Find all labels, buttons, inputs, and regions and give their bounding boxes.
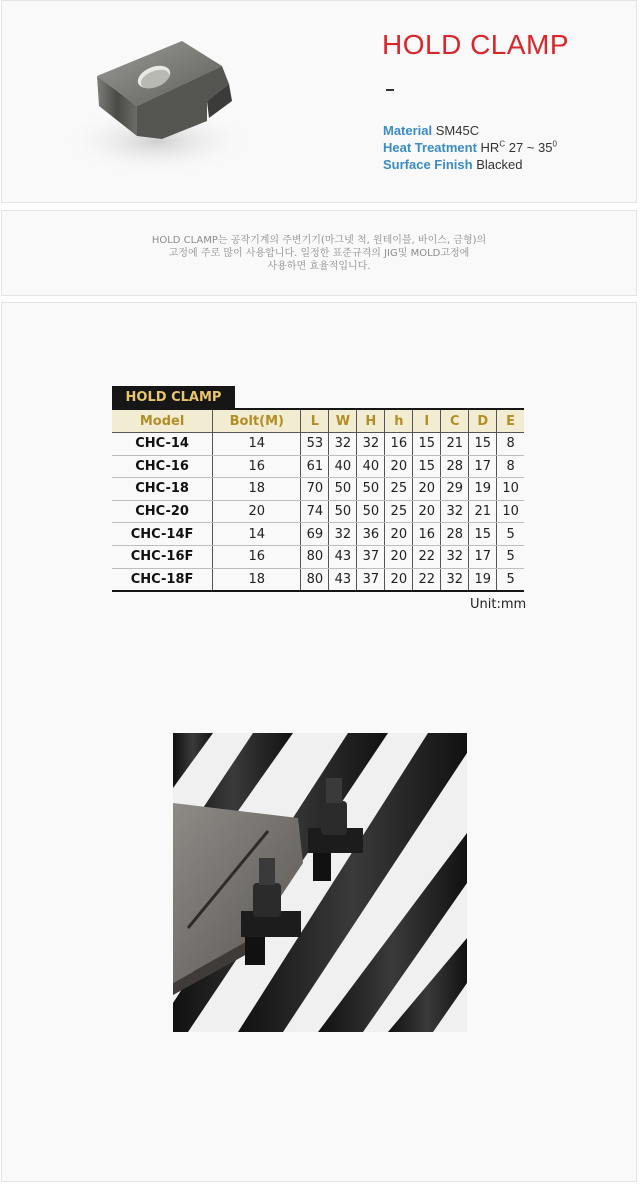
table-cell: 74 <box>301 500 329 523</box>
spec-heat-treatment-label: Heat Treatment <box>383 140 477 155</box>
table-cell: 22 <box>413 545 441 568</box>
table-cell: 37 <box>357 545 385 568</box>
clamp-usage-image <box>173 733 467 1032</box>
unit-label: Unit:mm <box>470 597 527 612</box>
spec-heat-treatment <box>383 140 557 155</box>
table-header-model: Model <box>112 409 213 433</box>
table-row <box>112 455 524 478</box>
table-cell: 5 <box>497 545 524 568</box>
table-cell: 15 <box>413 433 441 456</box>
table-cell: 16 <box>385 433 413 456</box>
table-cell: 15 <box>469 523 497 546</box>
spec-heat-treatment-value: $HR^C$ 27 ~ $35^0$ <box>480 139 557 155</box>
table-row <box>112 523 524 546</box>
table-cell: 17 <box>469 455 497 478</box>
table-cell: 16 <box>213 455 301 478</box>
table-cell: 16 <box>413 523 441 546</box>
table-cell: 18 <box>213 568 301 591</box>
table-cell: 10 <box>497 500 524 523</box>
table-cell: 19 <box>469 478 497 501</box>
table-cell: 50 <box>329 500 357 523</box>
model-cell: CHC-18 <box>112 478 213 501</box>
table-row <box>112 568 524 591</box>
table-cell: 40 <box>329 455 357 478</box>
table-cell: 20 <box>385 568 413 591</box>
table-header-row <box>112 409 524 433</box>
product-description <box>2 234 636 273</box>
table-tab-label: HOLD CLAMP <box>112 386 235 408</box>
spec-surface-finish-label: Surface Finish <box>383 157 473 172</box>
table-cell: 40 <box>357 455 385 478</box>
table-cell: 16 <box>213 545 301 568</box>
model-cell: CHC-16 <box>112 455 213 478</box>
table-cell: 28 <box>441 523 469 546</box>
spec-surface-finish-value: Blacked <box>476 157 523 172</box>
table-cell: 80 <box>301 568 329 591</box>
table-cell: 32 <box>441 568 469 591</box>
table-row <box>112 500 524 523</box>
table-cell: 43 <box>329 568 357 591</box>
table-cell: 32 <box>329 523 357 546</box>
model-cell: CHC-20 <box>112 500 213 523</box>
table-cell: 43 <box>329 545 357 568</box>
product-title: HOLD CLAMP <box>382 29 570 60</box>
table-cell: 5 <box>497 523 524 546</box>
table-cell: 36 <box>357 523 385 546</box>
spec-material <box>383 123 479 138</box>
table-cell: 28 <box>441 455 469 478</box>
table-cell: 8 <box>497 433 524 456</box>
table-header-bolt-m: Bolt(M) <box>213 409 301 433</box>
table-row <box>112 433 524 456</box>
table-cell: 21 <box>441 433 469 456</box>
spec-material-value: SM45C <box>435 123 480 138</box>
table-cell: 20 <box>413 500 441 523</box>
table-cell: 14 <box>213 523 301 546</box>
table-cell: 37 <box>357 568 385 591</box>
table-cell: 32 <box>441 545 469 568</box>
table-cell: 53 <box>301 433 329 456</box>
description-line: 고정에 주로 많이 사용합니다. 일정한 표준규격의 JIG및 MOLD고정에 <box>168 248 470 259</box>
model-cell: CHC-14 <box>112 433 213 456</box>
description-line: HOLD CLAMP는 공작기계의 주변기기(마그넷 척, 원테이블, 바이스, 금형)의 <box>151 235 487 246</box>
table-cell: 10 <box>497 478 524 501</box>
spec-material-label: Material <box>383 123 433 138</box>
product-header-panel <box>1 0 637 203</box>
table-cell: 50 <box>357 478 385 501</box>
table-cell: 15 <box>413 455 441 478</box>
model-cell: CHC-16F <box>112 545 213 568</box>
table-header-l: L <box>301 409 329 433</box>
table-cell: 15 <box>469 433 497 456</box>
table-cell: 22 <box>413 568 441 591</box>
dimension-table <box>112 408 524 592</box>
table-cell: 20 <box>385 545 413 568</box>
model-cell: CHC-14F <box>112 523 213 546</box>
table-cell: 20 <box>385 523 413 546</box>
table-cell: 19 <box>469 568 497 591</box>
table-row <box>112 545 524 568</box>
table-cell: 14 <box>213 433 301 456</box>
table-cell: 18 <box>213 478 301 501</box>
model-cell: CHC-18F <box>112 568 213 591</box>
table-header-c: C <box>441 409 469 433</box>
table-cell: 8 <box>497 455 524 478</box>
table-cell: 69 <box>301 523 329 546</box>
table-cell: 50 <box>329 478 357 501</box>
table-cell: 32 <box>357 433 385 456</box>
table-cell: 80 <box>301 545 329 568</box>
table-cell: 25 <box>385 478 413 501</box>
description-line: 사용하면 효율적입니다. <box>267 261 371 272</box>
table-cell: 29 <box>441 478 469 501</box>
table-header-i: I <box>413 409 441 433</box>
table-cell: 32 <box>329 433 357 456</box>
table-row <box>112 478 524 501</box>
table-header-w: W <box>329 409 357 433</box>
table-cell: 25 <box>385 500 413 523</box>
hold-clamp-product-image <box>57 6 277 191</box>
table-header-e: E <box>497 409 524 433</box>
table-cell: 5 <box>497 568 524 591</box>
table-cell: 32 <box>441 500 469 523</box>
table-header-h: h <box>385 409 413 433</box>
title-dash-divider <box>386 89 394 91</box>
table-header-h: H <box>357 409 385 433</box>
table-cell: 50 <box>357 500 385 523</box>
table-cell: 20 <box>385 455 413 478</box>
table-cell: 70 <box>301 478 329 501</box>
table-cell: 61 <box>301 455 329 478</box>
spec-surface-finish <box>383 157 522 172</box>
table-header-d: D <box>469 409 497 433</box>
table-cell: 17 <box>469 545 497 568</box>
table-cell: 20 <box>413 478 441 501</box>
table-cell: 20 <box>213 500 301 523</box>
table-cell: 21 <box>469 500 497 523</box>
description-panel <box>1 210 637 296</box>
